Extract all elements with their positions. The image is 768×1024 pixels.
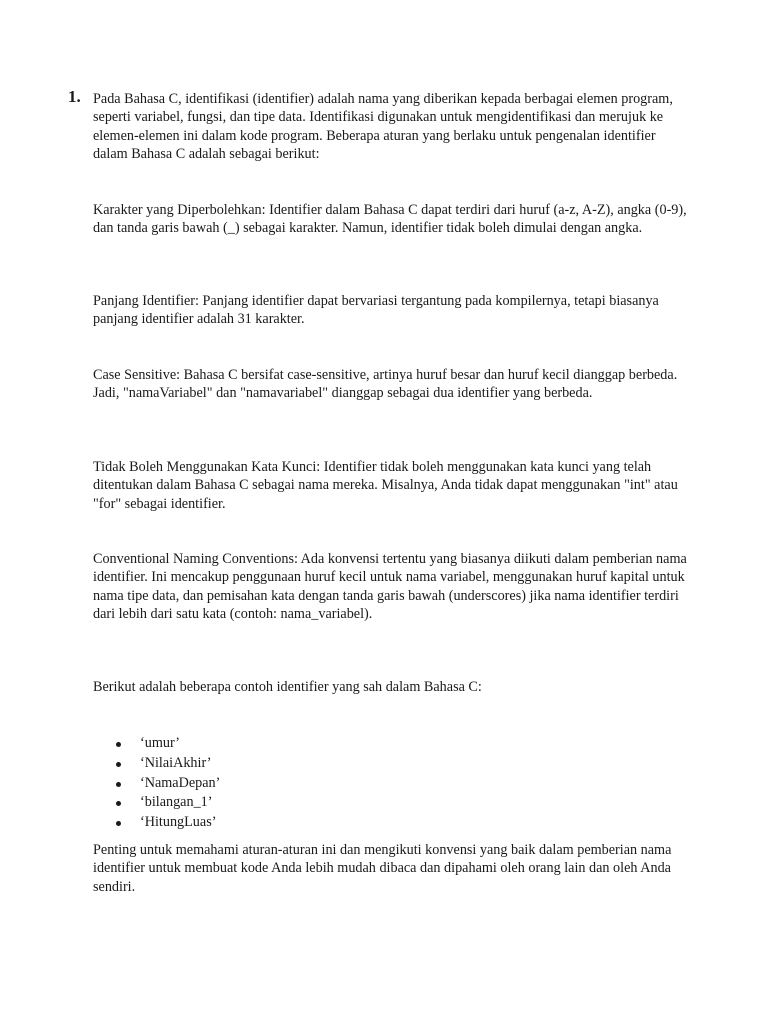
bullet-icon (116, 782, 121, 787)
bullet-icon (116, 762, 121, 767)
example-identifier: ‘umur’ (140, 735, 180, 751)
list-number: 1. (68, 87, 81, 106)
example-identifier: ‘bilangan_1’ (140, 794, 213, 811)
bullet-icon (116, 801, 121, 806)
list-item (93, 774, 220, 794)
rule-allowed-characters: Karakter yang Diperbolehkan: Identifier dalam Bahasa C dapat terdiri dari huruf (a-z, A-Z), angka (0-9), dan tanda garis bawah (_) sebagai karakter. Namun, identifier tidak boleh dimulai dengan angka. (93, 202, 687, 237)
examples-list (93, 734, 220, 833)
intro-paragraph: Pada Bahasa C, identifikasi (identifier) adalah nama yang diberikan kepada berbagai elemen program, seperti variabel, fungsi, dan tipe data. Identifikasi digunakan untuk mengidentifikasi dan merujuk ke elemen-elemen ini dalam kode program. Beberapa aturan yang berlaku untuk pengenalan identifier dalam Bahasa C adalah sebagai berikut: (93, 91, 673, 163)
bullet-icon (116, 742, 121, 747)
bullet-icon (116, 821, 121, 826)
list-item (93, 734, 220, 754)
rule-naming-conventions: Conventional Naming Conventions: Ada konvensi tertentu yang biasanya diikuti dalam pemberian nama identifier. Ini mencakup penggunaan huruf kecil untuk nama variabel, menggunakan huruf kapital untuk nama tipe data, dan pemisahan kata dengan tanda garis bawah (underscores) jika nama identifier terdiri dari lebih dari satu kata (contoh: nama_variabel). (93, 551, 687, 623)
rule-case-sensitive: Case Sensitive: Bahasa C bersifat case-sensitive, artinya huruf besar dan huruf kecil dianggap berbeda. Jadi, "namaVariabel" dan "namavariabel" dianggap sebagai dua identifier yang berbeda. (93, 367, 678, 402)
example-identifier: ‘NilaiAkhir’ (140, 754, 212, 771)
list-item (93, 813, 220, 833)
closing-paragraph: Penting untuk memahami aturan-aturan ini dan mengikuti konvensi yang baik dalam pemberian nama identifier untuk membuat kode Anda lebih mudah dibaca dan dipahami oleh orang lain dan oleh Anda sendiri. (93, 842, 672, 895)
list-item (93, 754, 220, 774)
rule-identifier-length: Panjang Identifier: Panjang identifier dapat bervariasi tergantung pada kompilernya, tetapi biasanya panjang identifier adalah 31 karakter. (93, 293, 659, 328)
list-item (93, 793, 220, 813)
examples-intro: Berikut adalah beberapa contoh identifier yang sah dalam Bahasa C: (93, 679, 482, 695)
example-identifier: ‘NamaDepan’ (140, 774, 221, 791)
example-identifier: ‘HitungLuas’ (140, 814, 217, 831)
rule-no-keywords: Tidak Boleh Menggunakan Kata Kunci: Identifier tidak boleh menggunakan kata kunci yang telah ditentukan dalam Bahasa C sebagai nama mereka. Misalnya, Anda tidak dapat menggunakan "int" atau "for" sebagai identifier. (93, 459, 678, 512)
